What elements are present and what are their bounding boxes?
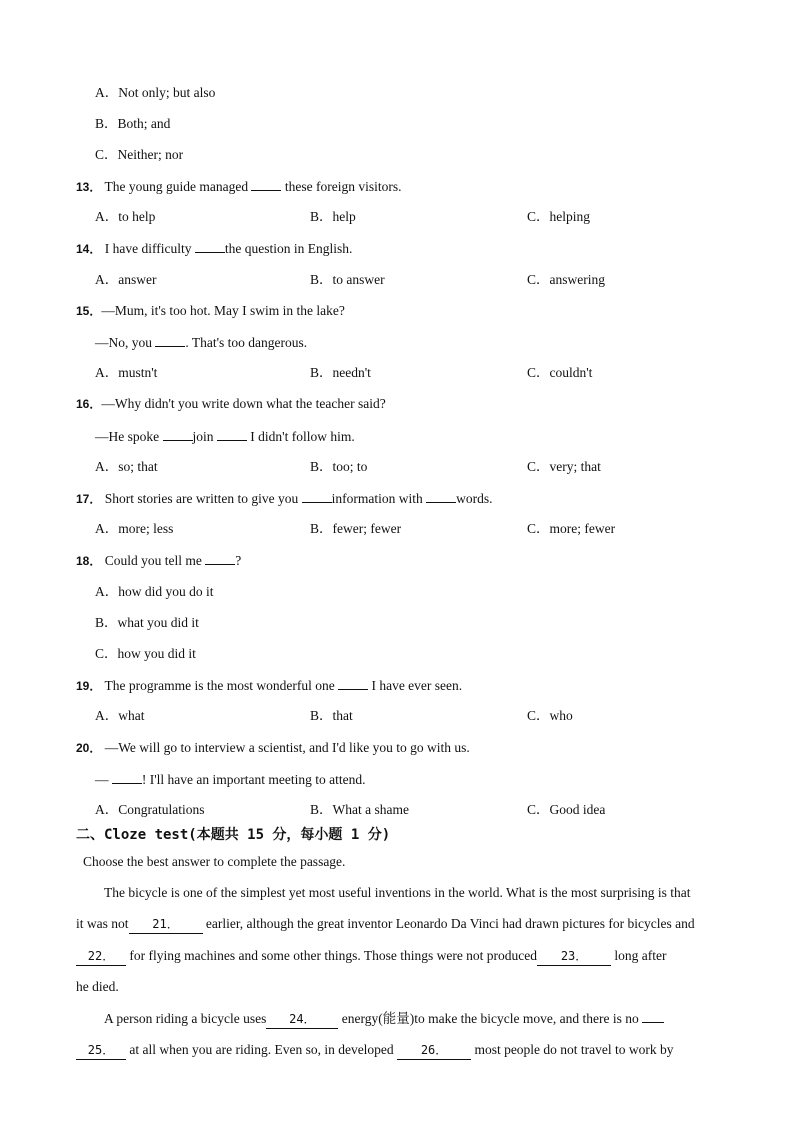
cloze-blank-24[interactable]: 24． <box>266 1010 338 1029</box>
q15-option-a[interactable]: A．mustn't <box>95 365 158 380</box>
question-20 <box>76 739 470 757</box>
question-stem: information with <box>331 491 423 506</box>
answer-blank <box>163 427 193 441</box>
passage-text: A person riding a bicycle uses <box>104 1011 267 1026</box>
answer-blank <box>195 239 225 253</box>
q17-option-c[interactable]: C．more; fewer <box>527 521 616 536</box>
question-number: 13． <box>76 180 102 194</box>
passage-line <box>104 1009 664 1029</box>
passage-text: at all when you are riding. Even so, in developed <box>129 1042 394 1057</box>
answer-blank <box>251 177 281 191</box>
question-stem: ! I'll have an important meeting to attend. <box>141 772 366 787</box>
q20-option-c[interactable]: C．Good idea <box>527 802 606 817</box>
q19-option-c[interactable]: C．who <box>527 708 573 723</box>
q18-option-b[interactable]: B．what you did it <box>95 615 199 630</box>
q15-option-c[interactable]: C．couldn't <box>527 365 593 380</box>
answer-blank <box>217 427 247 441</box>
question-20-line2 <box>95 770 366 789</box>
q15-option-b[interactable]: B．needn't <box>310 365 371 380</box>
question-stem: the question in English. <box>224 241 353 256</box>
passage-line <box>76 947 667 966</box>
section-instruction: Choose the best answer to complete the passage. <box>83 854 346 869</box>
question-stem: I have difficulty <box>104 241 192 256</box>
section-title: 二、Cloze test(本题共 15 分，每小题 1 分) <box>76 827 391 843</box>
question-stem: —He spoke <box>95 429 160 444</box>
question-number: 16． <box>76 397 102 411</box>
question-number: 14． <box>76 242 102 256</box>
passage-line: The bicycle is one of the simplest yet most useful inventions in the world. What is the most surprising is that <box>104 885 691 900</box>
passage-text: energy(能量)to make the bicycle move, and there is no <box>341 1011 639 1026</box>
question-stem: join <box>192 429 214 444</box>
question-number: 18． <box>76 554 102 568</box>
question-stem: . That's too dangerous. <box>185 335 308 350</box>
question-stem: I didn't follow him. <box>250 429 355 444</box>
cloze-blank-23[interactable]: 23． <box>537 947 611 966</box>
q14-option-b[interactable]: B．to answer <box>310 272 385 287</box>
answer-blank <box>426 489 456 503</box>
q13-option-b[interactable]: B．help <box>310 209 356 224</box>
question-stem: —Why didn't you write down what the teacher said? <box>101 396 386 411</box>
passage-line <box>76 1041 674 1060</box>
question-stem: —We will go to interview a scientist, and I'd like you to go with us. <box>104 740 470 755</box>
q14-option-c[interactable]: C．answering <box>527 272 605 287</box>
passage-text: for flying machines and some other things. Those things were not produced <box>129 948 538 963</box>
q13-option-a[interactable]: A．to help <box>95 209 156 224</box>
question-stem: — <box>95 772 109 787</box>
question-number: 15． <box>76 304 102 318</box>
question-stem: The programme is the most wonderful one <box>104 678 335 693</box>
q13-option-c[interactable]: C．helping <box>527 209 590 224</box>
q12-option-c[interactable]: C．Neither; nor <box>95 147 184 162</box>
cloze-blank-21[interactable]: 21． <box>129 915 203 934</box>
q16-option-b[interactable]: B．too; to <box>310 459 368 474</box>
question-number: 17． <box>76 492 102 506</box>
q17-option-a[interactable]: A．more; less <box>95 521 174 536</box>
answer-blank <box>205 551 235 565</box>
q19-option-b[interactable]: B．that <box>310 708 353 723</box>
question-17 <box>76 489 492 508</box>
question-15-line2 <box>95 333 307 352</box>
cloze-blank-25[interactable]: 25． <box>76 1041 126 1060</box>
q18-option-c[interactable]: C．how you did it <box>95 646 196 661</box>
question-16-line2 <box>95 427 355 446</box>
question-stem: ? <box>235 553 242 568</box>
question-number: 19． <box>76 679 102 693</box>
answer-blank <box>338 676 368 690</box>
question-number: 20． <box>76 741 102 755</box>
question-stem: —No, you <box>95 335 152 350</box>
q18-option-a[interactable]: A．how did you do it <box>95 584 214 599</box>
q14-option-a[interactable]: A．answer <box>95 272 157 287</box>
q12-option-a[interactable]: A．Not only; but also <box>95 85 216 100</box>
question-stem: —Mum, it's too hot. May I swim in the lake? <box>101 303 345 318</box>
question-16 <box>76 395 386 413</box>
q20-option-b[interactable]: B．What a shame <box>310 802 409 817</box>
answer-blank <box>112 770 142 784</box>
passage-text: long after <box>614 948 667 963</box>
q16-option-a[interactable]: A．so; that <box>95 459 158 474</box>
answer-blank <box>642 1009 664 1023</box>
q17-option-b[interactable]: B．fewer; fewer <box>310 521 402 536</box>
question-19 <box>76 676 462 695</box>
passage-line: he died. <box>76 979 119 994</box>
q19-option-a[interactable]: A．what <box>95 708 145 723</box>
q12-option-b[interactable]: B．Both; and <box>95 116 171 131</box>
q16-option-c[interactable]: C．very; that <box>527 459 601 474</box>
question-stem: words. <box>456 491 493 506</box>
passage-text: most people do not travel to work by <box>474 1042 674 1057</box>
passage-text: it was not <box>76 916 129 931</box>
question-stem: these foreign visitors. <box>284 179 402 194</box>
question-13 <box>76 177 401 196</box>
question-18 <box>76 551 241 570</box>
q20-option-a[interactable]: A．Congratulations <box>95 802 205 817</box>
cloze-blank-22[interactable]: 22． <box>76 947 126 966</box>
answer-blank <box>155 333 185 347</box>
question-stem: Could you tell me <box>104 553 202 568</box>
question-stem: I have ever seen. <box>371 678 463 693</box>
question-stem: Short stories are written to give you <box>104 491 299 506</box>
passage-line <box>76 915 695 934</box>
passage-text: earlier, although the great inventor Leonardo Da Vinci had drawn pictures for bicycles and <box>205 916 695 931</box>
question-15 <box>76 302 345 320</box>
question-14 <box>76 239 352 258</box>
question-stem: The young guide managed <box>104 179 249 194</box>
answer-blank <box>302 489 332 503</box>
cloze-blank-26[interactable]: 26． <box>397 1041 471 1060</box>
